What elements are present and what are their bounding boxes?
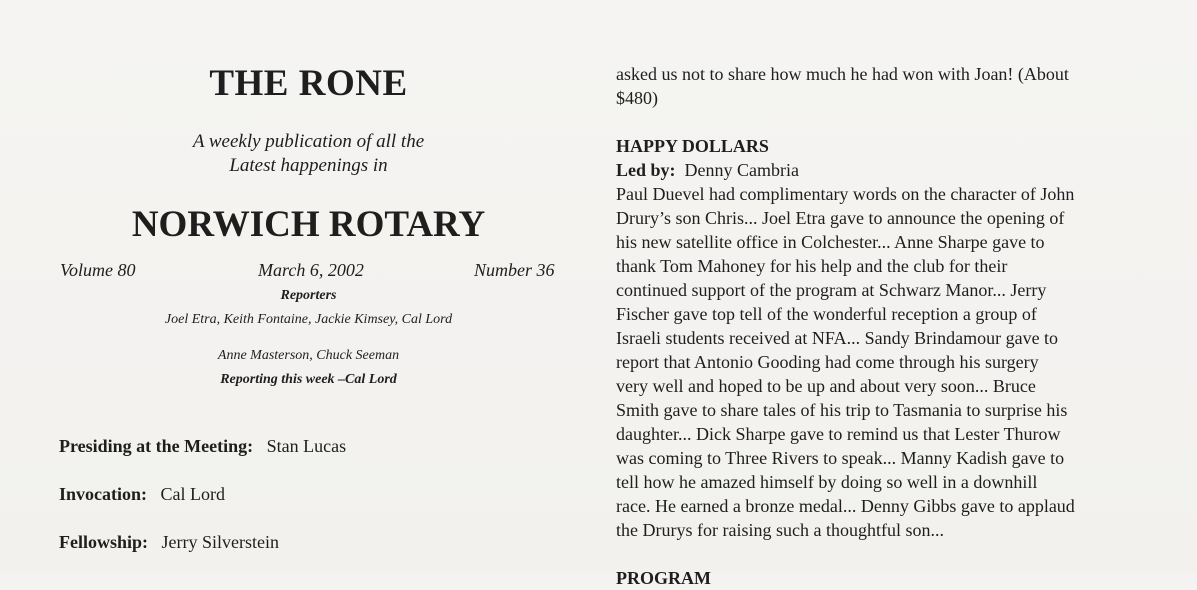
body-line: his new satellite office in Colchester... Anne Sharpe gave to <box>616 232 1045 252</box>
tagline-line-2: Latest happenings in <box>229 155 388 176</box>
body-line: Drury’s son Chris... Joel Etra gave to announce the opening of <box>616 208 1065 228</box>
fellowship-label: Fellowship: <box>59 532 149 552</box>
body-line: report that Antonio Gooding had come through his surgery <box>616 352 1039 372</box>
happy-dollars-heading: HAPPY DOLLARS <box>616 136 769 156</box>
fellowship-line <box>59 532 279 553</box>
body-line: the Drurys for raising such a thoughtful son... <box>616 520 944 540</box>
program-heading: PROGRAM <box>616 568 711 588</box>
led-by-line <box>616 158 1136 182</box>
club-name: NORWICH ROTARY <box>131 204 486 245</box>
led-by-value: Denny Cambria <box>684 160 799 180</box>
newsletter-title: THE RONE <box>209 63 408 104</box>
fellowship-value: Jerry Silverstein <box>161 532 279 552</box>
body-line: race. He earned a bronze medal... Denny Gibbs gave to applaud <box>616 496 1075 516</box>
issue-volume: Volume 80 <box>60 260 136 280</box>
right-column <box>616 62 1136 590</box>
body-line: very well and hoped to be up and about very soon... Bruce <box>616 376 1036 396</box>
tagline-line-1: A weekly publication of all the <box>192 131 425 152</box>
left-column <box>0 0 600 573</box>
body-line: was coming to Three Rivers to speak... Manny Kadish gave to <box>616 448 1065 468</box>
continued-line-2: $480) <box>616 88 658 108</box>
body-line: Paul Duevel had complimentary words on the character of John <box>616 184 1075 204</box>
issue-date: March 6, 2002 <box>258 260 364 280</box>
body-line: thank Tom Mahoney for his help and the club for their <box>616 256 1008 276</box>
reporters-names-line-2: Anne Masterson, Chuck Seeman <box>217 348 400 363</box>
continued-text <box>616 62 1121 110</box>
led-by-label: Led by: <box>616 160 676 180</box>
continued-line-1: asked us not to share how much he had won with Joan! (About <box>616 64 1069 84</box>
body-line: Israeli students received at NFA... Sandy Brindamour gave to <box>616 328 1059 348</box>
body-line: Fischer gave top tell of the wonderful reception a group of <box>616 304 1037 324</box>
invocation-value: Cal Lord <box>160 484 226 504</box>
body-line: daughter... Dick Sharpe gave to remind us that Lester Thurow <box>616 424 1061 444</box>
body-line: continued support of the program at Schwarz Manor... Jerry <box>616 280 1047 300</box>
reporters-heading: Reporters <box>280 288 337 303</box>
invocation-line <box>59 484 225 505</box>
reporters-names-line-1: Joel Etra, Keith Fontaine, Jackie Kimsey, Cal Lord <box>164 312 453 327</box>
invocation-label: Invocation: <box>59 484 148 504</box>
body-line: Smith gave to share tales of his trip to Tasmania to surprise his <box>616 400 1068 420</box>
issue-number: Number 36 <box>474 260 555 280</box>
presiding-label: Presiding at the Meeting: <box>59 436 254 456</box>
happy-dollars-body <box>616 182 1136 542</box>
reporting-this-week: Reporting this week –Cal Lord <box>220 372 397 387</box>
presiding-line <box>59 436 346 457</box>
presiding-value: Stan Lucas <box>266 436 347 456</box>
body-line: tell how he amazed himself by doing so well in a downhill <box>616 472 1038 492</box>
